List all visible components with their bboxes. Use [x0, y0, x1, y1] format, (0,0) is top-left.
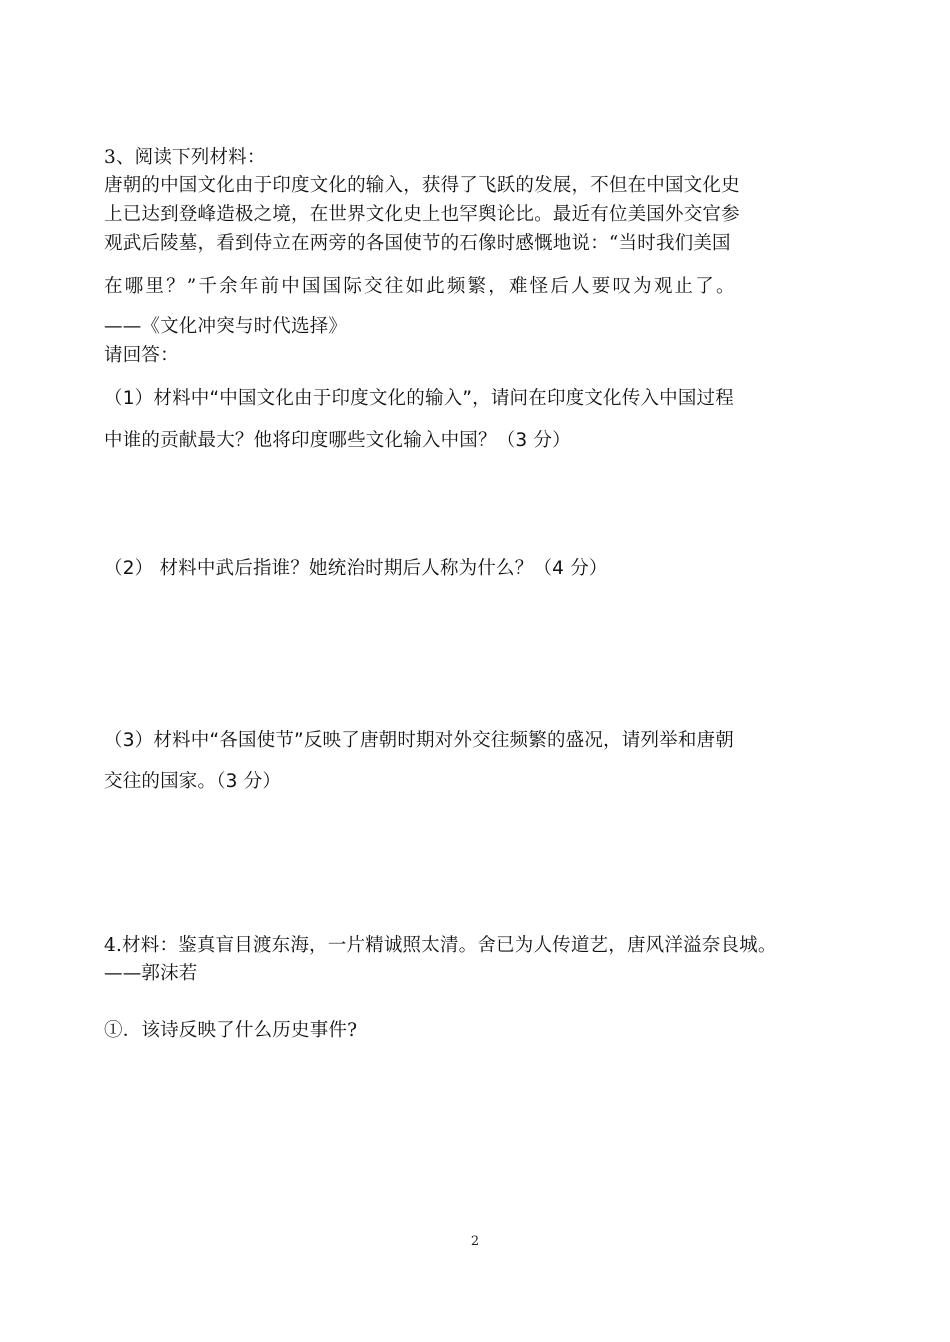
material-line-4: 在哪里？”千余年前中国国际交往如此频繁，难怪后人要叹为观止了。 — [104, 276, 737, 297]
question-3-1-line-1: （1）材料中“中国文化由于印度文化的输入”，请问在印度文化传入中国过程 — [104, 388, 734, 409]
question-3-1-line-2: 中谁的贡献最大？他将印度哪些文化输入中国？（3 分） — [104, 430, 571, 451]
question-4-1: ①．该诗反映了什么历史事件? — [104, 1020, 358, 1041]
question-3-3-line-1: （3）材料中“各国使节”反映了唐朝时期对外交往频繁的盛况，请列举和唐朝 — [104, 730, 734, 751]
material-line-1: 唐朝的中国文化由于印度文化的输入，获得了飞跃的发展，不但在中国文化史 — [104, 175, 740, 196]
answer-prompt: 请回答： — [104, 345, 179, 366]
page-number: 2 — [470, 1234, 480, 1249]
question-3-2: （2） 材料中武后指谁？她统治时期后人称为什么？（4 分） — [104, 558, 608, 579]
question-4-source: ——郭沫若 — [104, 963, 198, 984]
material-line-2: 上已达到登峰造极之境，在世界文化史上也罕舆论比。最近有位美国外交官参 — [104, 204, 740, 225]
material-source: ——《文化冲突与时代选择》 — [104, 316, 348, 337]
question-3-3-line-2: 交往的国家。（3 分） — [104, 771, 282, 792]
question-3-heading: 3、阅读下列材料： — [104, 147, 266, 168]
question-4-material: 4.材料：鉴真盲目渡东海，一片精诚照太清。舍已为人传道艺，唐风洋溢奈良城。 — [104, 935, 777, 956]
material-line-3: 观武后陵墓，看到侍立在两旁的各国使节的石像时感慨地说：“当时我们美国 — [104, 233, 731, 254]
